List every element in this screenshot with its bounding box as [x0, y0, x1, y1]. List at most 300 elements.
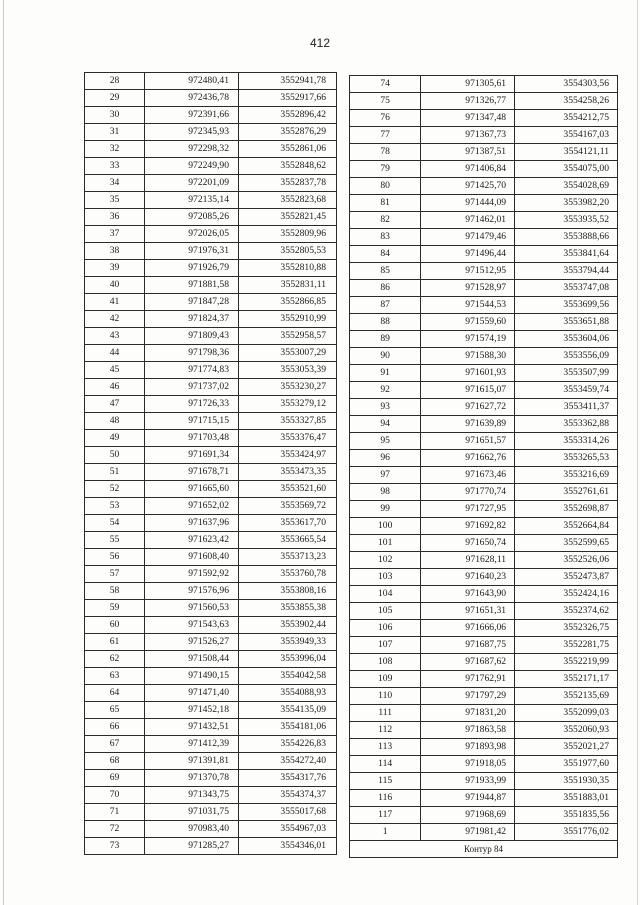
- left-table-row: [85, 583, 337, 600]
- x-coordinate-cell: 971639,89: [421, 416, 515, 433]
- point-number-cell: 59: [85, 600, 145, 617]
- y-coordinate-cell: 3554967,03: [239, 821, 337, 838]
- y-coordinate-cell: 3553888,66: [515, 229, 618, 246]
- y-coordinate-cell: 3552473,87: [515, 569, 618, 586]
- x-coordinate-cell: 971726,33: [145, 396, 239, 413]
- y-coordinate-cell: 3553794,44: [515, 263, 618, 280]
- right-table-row: [350, 688, 618, 705]
- x-coordinate-cell: 971031,75: [145, 804, 239, 821]
- left-table-row: [85, 107, 337, 124]
- left-table-row: [85, 294, 337, 311]
- y-coordinate-cell: 3552848,62: [239, 158, 337, 175]
- left-table-row: [85, 770, 337, 787]
- right-table-row: [350, 790, 618, 807]
- point-number-cell: 117: [350, 807, 421, 824]
- point-number-cell: 82: [350, 212, 421, 229]
- y-coordinate-cell: 3553007,29: [239, 345, 337, 362]
- y-coordinate-cell: 3553949,33: [239, 634, 337, 651]
- y-coordinate-cell: 3553473,35: [239, 464, 337, 481]
- x-coordinate-cell: 971462,01: [421, 212, 515, 229]
- point-number-cell: 97: [350, 467, 421, 484]
- right-table-row: [350, 654, 618, 671]
- point-number-cell: 58: [85, 583, 145, 600]
- point-number-cell: 96: [350, 450, 421, 467]
- right-table-row: [350, 535, 618, 552]
- x-coordinate-cell: 971770,74: [421, 484, 515, 501]
- point-number-cell: 65: [85, 702, 145, 719]
- x-coordinate-cell: 971479,46: [421, 229, 515, 246]
- point-number-cell: 91: [350, 365, 421, 382]
- point-number-cell: 104: [350, 586, 421, 603]
- y-coordinate-cell: 3552876,29: [239, 124, 337, 141]
- point-number-cell: 73: [85, 838, 145, 855]
- coordinates-table-right: [349, 75, 618, 858]
- right-table-row: [350, 739, 618, 756]
- right-table-row: [350, 212, 618, 229]
- y-coordinate-cell: 3553902,44: [239, 617, 337, 634]
- right-table-row: [350, 484, 618, 501]
- point-number-cell: 107: [350, 637, 421, 654]
- point-number-cell: 92: [350, 382, 421, 399]
- point-number-cell: 68: [85, 753, 145, 770]
- table-footer-row: [350, 841, 618, 858]
- right-table-row: [350, 331, 618, 348]
- y-coordinate-cell: 3554346,01: [239, 838, 337, 855]
- y-coordinate-cell: 3554303,56: [515, 76, 618, 93]
- y-coordinate-cell: 3553411,37: [515, 399, 618, 416]
- x-coordinate-cell: 971391,81: [145, 753, 239, 770]
- y-coordinate-cell: 3554317,76: [239, 770, 337, 787]
- point-number-cell: 110: [350, 688, 421, 705]
- right-table-row: [350, 280, 618, 297]
- x-coordinate-cell: 972298,32: [145, 141, 239, 158]
- left-table-row: [85, 515, 337, 532]
- x-coordinate-cell: 970983,40: [145, 821, 239, 838]
- x-coordinate-cell: 971601,93: [421, 365, 515, 382]
- point-number-cell: 90: [350, 348, 421, 365]
- x-coordinate-cell: 971737,02: [145, 379, 239, 396]
- point-number-cell: 70: [85, 787, 145, 804]
- x-coordinate-cell: 971406,84: [421, 161, 515, 178]
- point-number-cell: 30: [85, 107, 145, 124]
- point-number-cell: 39: [85, 260, 145, 277]
- y-coordinate-cell: 3552374,62: [515, 603, 618, 620]
- y-coordinate-cell: 3552135,69: [515, 688, 618, 705]
- x-coordinate-cell: 971976,31: [145, 243, 239, 260]
- right-table-row: [350, 297, 618, 314]
- x-coordinate-cell: 971343,75: [145, 787, 239, 804]
- x-coordinate-cell: 971544,53: [421, 297, 515, 314]
- left-table-row: [85, 124, 337, 141]
- y-coordinate-cell: 3552060,93: [515, 722, 618, 739]
- point-number-cell: 46: [85, 379, 145, 396]
- x-coordinate-cell: 971944,87: [421, 790, 515, 807]
- x-coordinate-cell: 971559,60: [421, 314, 515, 331]
- point-number-cell: 108: [350, 654, 421, 671]
- point-number-cell: 41: [85, 294, 145, 311]
- point-number-cell: 43: [85, 328, 145, 345]
- left-table-row: [85, 600, 337, 617]
- x-coordinate-cell: 971673,46: [421, 467, 515, 484]
- point-number-cell: 45: [85, 362, 145, 379]
- y-coordinate-cell: 3553760,78: [239, 566, 337, 583]
- left-table-row: [85, 838, 337, 855]
- x-coordinate-cell: 971881,58: [145, 277, 239, 294]
- point-number-cell: 101: [350, 535, 421, 552]
- x-coordinate-cell: 971496,44: [421, 246, 515, 263]
- coordinates-table-left-body: [85, 73, 337, 855]
- y-coordinate-cell: 3553362,88: [515, 416, 618, 433]
- x-coordinate-cell: 972480,41: [145, 73, 239, 90]
- point-number-cell: 50: [85, 447, 145, 464]
- left-table-row: [85, 90, 337, 107]
- point-number-cell: 83: [350, 229, 421, 246]
- y-coordinate-cell: 3553841,64: [515, 246, 618, 263]
- x-coordinate-cell: 971528,97: [421, 280, 515, 297]
- y-coordinate-cell: 3552664,84: [515, 518, 618, 535]
- right-table-row: [350, 314, 618, 331]
- y-coordinate-cell: 3554088,93: [239, 685, 337, 702]
- x-coordinate-cell: 971774,83: [145, 362, 239, 379]
- x-coordinate-cell: 971623,42: [145, 532, 239, 549]
- y-coordinate-cell: 3553935,52: [515, 212, 618, 229]
- y-coordinate-cell: 3552958,57: [239, 328, 337, 345]
- y-coordinate-cell: 3552809,96: [239, 226, 337, 243]
- point-number-cell: 31: [85, 124, 145, 141]
- point-number-cell: 52: [85, 481, 145, 498]
- point-number-cell: 51: [85, 464, 145, 481]
- point-number-cell: 62: [85, 651, 145, 668]
- x-coordinate-cell: 971412,39: [145, 736, 239, 753]
- point-number-cell: 114: [350, 756, 421, 773]
- y-coordinate-cell: 3555017,68: [239, 804, 337, 821]
- point-number-cell: 113: [350, 739, 421, 756]
- right-table-row: [350, 365, 618, 382]
- left-table-row: [85, 243, 337, 260]
- x-coordinate-cell: 971863,58: [421, 722, 515, 739]
- point-number-cell: 64: [85, 685, 145, 702]
- x-coordinate-cell: 971918,05: [421, 756, 515, 773]
- point-number-cell: 78: [350, 144, 421, 161]
- x-coordinate-cell: 971592,92: [145, 566, 239, 583]
- right-table-row: [350, 263, 618, 280]
- point-number-cell: 102: [350, 552, 421, 569]
- left-table-row: [85, 158, 337, 175]
- y-coordinate-cell: 3553808,16: [239, 583, 337, 600]
- y-coordinate-cell: 3554226,83: [239, 736, 337, 753]
- y-coordinate-cell: 3554042,58: [239, 668, 337, 685]
- y-coordinate-cell: 3553617,70: [239, 515, 337, 532]
- x-coordinate-cell: 971715,15: [145, 413, 239, 430]
- point-number-cell: 95: [350, 433, 421, 450]
- y-coordinate-cell: 3551835,56: [515, 807, 618, 824]
- right-table-row: [350, 671, 618, 688]
- right-table-row: [350, 144, 618, 161]
- left-table-row: [85, 753, 337, 770]
- x-coordinate-cell: 971662,76: [421, 450, 515, 467]
- x-coordinate-cell: 971824,37: [145, 311, 239, 328]
- left-table-row: [85, 379, 337, 396]
- y-coordinate-cell: 3552171,17: [515, 671, 618, 688]
- x-coordinate-cell: 971444,09: [421, 195, 515, 212]
- y-coordinate-cell: 3552941,78: [239, 73, 337, 90]
- point-number-cell: 47: [85, 396, 145, 413]
- x-coordinate-cell: 971797,29: [421, 688, 515, 705]
- left-table-row: [85, 719, 337, 736]
- left-table-row: [85, 311, 337, 328]
- x-coordinate-cell: 971727,95: [421, 501, 515, 518]
- x-coordinate-cell: 971666,06: [421, 620, 515, 637]
- right-table-row: [350, 450, 618, 467]
- x-coordinate-cell: 971926,79: [145, 260, 239, 277]
- x-coordinate-cell: 971981,42: [421, 824, 515, 841]
- left-table-row: [85, 141, 337, 158]
- right-table-row: [350, 467, 618, 484]
- point-number-cell: 76: [350, 110, 421, 127]
- right-table-row: [350, 552, 618, 569]
- x-coordinate-cell: 971968,69: [421, 807, 515, 824]
- x-coordinate-cell: 971425,70: [421, 178, 515, 195]
- point-number-cell: 106: [350, 620, 421, 637]
- point-number-cell: 115: [350, 773, 421, 790]
- y-coordinate-cell: 3551977,60: [515, 756, 618, 773]
- point-number-cell: 57: [85, 566, 145, 583]
- y-coordinate-cell: 3552424,16: [515, 586, 618, 603]
- left-table-row: [85, 345, 337, 362]
- y-coordinate-cell: 3553713,23: [239, 549, 337, 566]
- left-table-row: [85, 566, 337, 583]
- point-number-cell: 38: [85, 243, 145, 260]
- right-table-row: [350, 824, 618, 841]
- x-coordinate-cell: 971387,51: [421, 144, 515, 161]
- x-coordinate-cell: 971847,28: [145, 294, 239, 311]
- point-number-cell: 56: [85, 549, 145, 566]
- left-table-row: [85, 804, 337, 821]
- point-number-cell: 53: [85, 498, 145, 515]
- x-coordinate-cell: 971347,48: [421, 110, 515, 127]
- point-number-cell: 81: [350, 195, 421, 212]
- y-coordinate-cell: 3554075,00: [515, 161, 618, 178]
- x-coordinate-cell: 971933,99: [421, 773, 515, 790]
- y-coordinate-cell: 3553424,97: [239, 447, 337, 464]
- left-table-row: [85, 702, 337, 719]
- right-table-row: [350, 722, 618, 739]
- coordinates-table-left: [84, 72, 337, 855]
- point-number-cell: 111: [350, 705, 421, 722]
- left-table-row: [85, 821, 337, 838]
- right-table-row: [350, 110, 618, 127]
- left-table-row: [85, 209, 337, 226]
- y-coordinate-cell: 3553216,69: [515, 467, 618, 484]
- point-number-cell: 66: [85, 719, 145, 736]
- x-coordinate-cell: 971370,78: [145, 770, 239, 787]
- point-number-cell: 37: [85, 226, 145, 243]
- point-number-cell: 103: [350, 569, 421, 586]
- left-table-row: [85, 413, 337, 430]
- right-table-row: [350, 76, 618, 93]
- left-table-row: [85, 260, 337, 277]
- contour-label: Контур 84: [350, 841, 618, 858]
- x-coordinate-cell: 971637,96: [145, 515, 239, 532]
- point-number-cell: 34: [85, 175, 145, 192]
- x-coordinate-cell: 971809,43: [145, 328, 239, 345]
- right-table-row: [350, 620, 618, 637]
- x-coordinate-cell: 971762,91: [421, 671, 515, 688]
- x-coordinate-cell: 971305,61: [421, 76, 515, 93]
- y-coordinate-cell: 3553459,74: [515, 382, 618, 399]
- y-coordinate-cell: 3553982,20: [515, 195, 618, 212]
- y-coordinate-cell: 3552326,75: [515, 620, 618, 637]
- y-coordinate-cell: 3552910,99: [239, 311, 337, 328]
- point-number-cell: 74: [350, 76, 421, 93]
- point-number-cell: 1: [350, 824, 421, 841]
- x-coordinate-cell: 971526,27: [145, 634, 239, 651]
- y-coordinate-cell: 3553521,60: [239, 481, 337, 498]
- x-coordinate-cell: 971608,40: [145, 549, 239, 566]
- x-coordinate-cell: 971512,95: [421, 263, 515, 280]
- x-coordinate-cell: 971643,90: [421, 586, 515, 603]
- x-coordinate-cell: 972249,90: [145, 158, 239, 175]
- point-number-cell: 112: [350, 722, 421, 739]
- y-coordinate-cell: 3554374,37: [239, 787, 337, 804]
- y-coordinate-cell: 3553996,04: [239, 651, 337, 668]
- y-coordinate-cell: 3551930,35: [515, 773, 618, 790]
- left-table-row: [85, 175, 337, 192]
- point-number-cell: 105: [350, 603, 421, 620]
- x-coordinate-cell: 971508,44: [145, 651, 239, 668]
- y-coordinate-cell: 3554135,09: [239, 702, 337, 719]
- x-coordinate-cell: 971285,27: [145, 838, 239, 855]
- y-coordinate-cell: 3552821,45: [239, 209, 337, 226]
- point-number-cell: 98: [350, 484, 421, 501]
- right-table-row: [350, 348, 618, 365]
- y-coordinate-cell: 3554272,40: [239, 753, 337, 770]
- x-coordinate-cell: 971651,57: [421, 433, 515, 450]
- point-number-cell: 48: [85, 413, 145, 430]
- scan-edge-right: [637, 0, 638, 905]
- right-table-row: [350, 416, 618, 433]
- right-table-row: [350, 518, 618, 535]
- right-table-row: [350, 93, 618, 110]
- y-coordinate-cell: 3552810,88: [239, 260, 337, 277]
- point-number-cell: 93: [350, 399, 421, 416]
- point-number-cell: 89: [350, 331, 421, 348]
- y-coordinate-cell: 3552021,27: [515, 739, 618, 756]
- point-number-cell: 84: [350, 246, 421, 263]
- x-coordinate-cell: 971650,74: [421, 535, 515, 552]
- x-coordinate-cell: 971543,63: [145, 617, 239, 634]
- x-coordinate-cell: 971687,62: [421, 654, 515, 671]
- point-number-cell: 75: [350, 93, 421, 110]
- left-table-row: [85, 447, 337, 464]
- y-coordinate-cell: 3552526,06: [515, 552, 618, 569]
- y-coordinate-cell: 3552698,87: [515, 501, 618, 518]
- x-coordinate-cell: 971326,77: [421, 93, 515, 110]
- x-coordinate-cell: 971588,30: [421, 348, 515, 365]
- point-number-cell: 77: [350, 127, 421, 144]
- y-coordinate-cell: 3553327,85: [239, 413, 337, 430]
- left-table-row: [85, 532, 337, 549]
- y-coordinate-cell: 3552099,03: [515, 705, 618, 722]
- point-number-cell: 54: [85, 515, 145, 532]
- right-table-row: [350, 246, 618, 263]
- right-table-row: [350, 433, 618, 450]
- y-coordinate-cell: 3552896,42: [239, 107, 337, 124]
- x-coordinate-cell: 971628,11: [421, 552, 515, 569]
- y-coordinate-cell: 3554212,75: [515, 110, 618, 127]
- right-table-row: [350, 399, 618, 416]
- y-coordinate-cell: 3553376,47: [239, 430, 337, 447]
- left-table-row: [85, 277, 337, 294]
- x-coordinate-cell: 972135,14: [145, 192, 239, 209]
- x-coordinate-cell: 972026,05: [145, 226, 239, 243]
- right-table-row: [350, 229, 618, 246]
- y-coordinate-cell: 3553279,12: [239, 396, 337, 413]
- y-coordinate-cell: 3553507,99: [515, 365, 618, 382]
- y-coordinate-cell: 3552861,06: [239, 141, 337, 158]
- x-coordinate-cell: 971692,82: [421, 518, 515, 535]
- left-table-row: [85, 549, 337, 566]
- right-table-row: [350, 178, 618, 195]
- x-coordinate-cell: 971678,71: [145, 464, 239, 481]
- x-coordinate-cell: 971490,15: [145, 668, 239, 685]
- y-coordinate-cell: 3553747,08: [515, 280, 618, 297]
- y-coordinate-cell: 3551883,01: [515, 790, 618, 807]
- point-number-cell: 79: [350, 161, 421, 178]
- point-number-cell: 100: [350, 518, 421, 535]
- x-coordinate-cell: 971651,31: [421, 603, 515, 620]
- right-table-row: [350, 586, 618, 603]
- point-number-cell: 55: [85, 532, 145, 549]
- x-coordinate-cell: 971687,75: [421, 637, 515, 654]
- right-table-row: [350, 127, 618, 144]
- y-coordinate-cell: 3552219,99: [515, 654, 618, 671]
- right-table-row: [350, 569, 618, 586]
- x-coordinate-cell: 972391,66: [145, 107, 239, 124]
- y-coordinate-cell: 3553569,72: [239, 498, 337, 515]
- point-number-cell: 109: [350, 671, 421, 688]
- y-coordinate-cell: 3553230,27: [239, 379, 337, 396]
- point-number-cell: 28: [85, 73, 145, 90]
- x-coordinate-cell: 971640,23: [421, 569, 515, 586]
- y-coordinate-cell: 3553651,88: [515, 314, 618, 331]
- point-number-cell: 69: [85, 770, 145, 787]
- right-table-row: [350, 637, 618, 654]
- point-number-cell: 86: [350, 280, 421, 297]
- point-number-cell: 99: [350, 501, 421, 518]
- y-coordinate-cell: 3554121,11: [515, 144, 618, 161]
- right-table-row: [350, 501, 618, 518]
- x-coordinate-cell: 971627,72: [421, 399, 515, 416]
- point-number-cell: 33: [85, 158, 145, 175]
- x-coordinate-cell: 972345,93: [145, 124, 239, 141]
- x-coordinate-cell: 971893,98: [421, 739, 515, 756]
- point-number-cell: 42: [85, 311, 145, 328]
- right-table-row: [350, 161, 618, 178]
- x-coordinate-cell: 972201,09: [145, 175, 239, 192]
- x-coordinate-cell: 972436,78: [145, 90, 239, 107]
- point-number-cell: 87: [350, 297, 421, 314]
- right-table-row: [350, 773, 618, 790]
- y-coordinate-cell: 3552761,61: [515, 484, 618, 501]
- x-coordinate-cell: 971665,60: [145, 481, 239, 498]
- left-table-row: [85, 192, 337, 209]
- x-coordinate-cell: 971798,36: [145, 345, 239, 362]
- coordinates-table-right-body: [350, 76, 618, 858]
- y-coordinate-cell: 3552831,11: [239, 277, 337, 294]
- x-coordinate-cell: 972085,26: [145, 209, 239, 226]
- left-table-row: [85, 73, 337, 90]
